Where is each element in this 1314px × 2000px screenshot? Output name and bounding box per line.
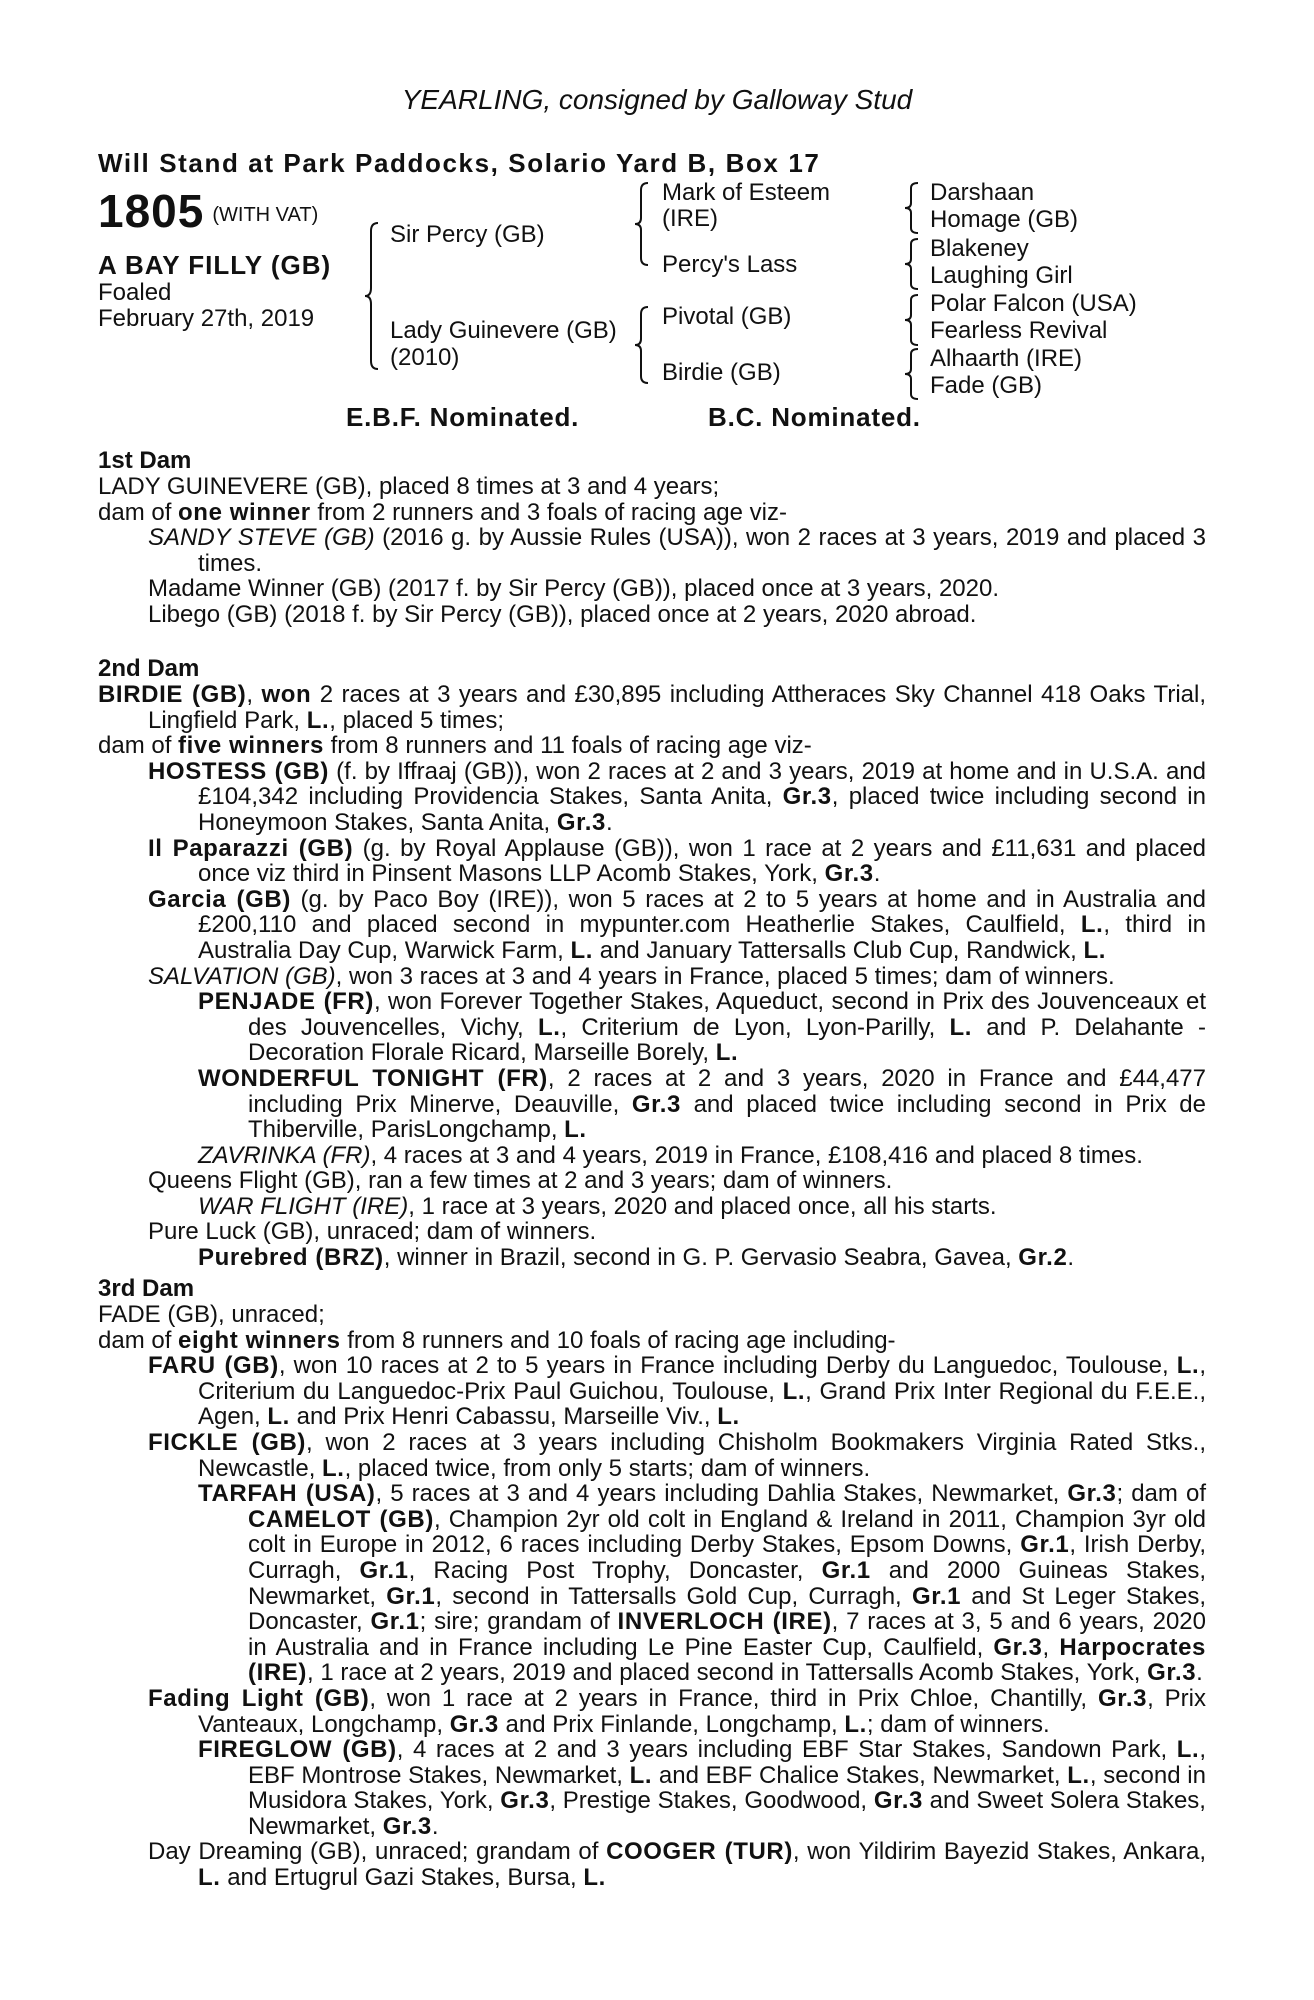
- pedigree-sdd: Laughing Girl: [930, 262, 1073, 289]
- horse-title: A BAY FILLY (GB): [98, 250, 332, 280]
- bold-text: Garcia (GB): [148, 885, 291, 913]
- pedigree-entry: [198, 1245, 1206, 1271]
- bold-text: L.: [844, 1710, 867, 1738]
- entry-text: from 2 runners and 3 foals of racing age viz-: [310, 498, 787, 526]
- entry-text: .: [606, 808, 613, 836]
- bold-text: Gr.3: [1147, 1659, 1197, 1687]
- bold-text: Il Paparazzi (GB): [148, 834, 354, 862]
- pedigree-entry: [148, 1168, 1206, 1194]
- pedigree-entry: [148, 836, 1206, 887]
- entry-text: , won 2 races at 3 years including Chisholm Bookmakers Virginia Rated Stks., Newcastle,: [198, 1428, 1206, 1482]
- bold-text: five winners: [178, 732, 324, 760]
- entry-text: dam of: [98, 498, 179, 526]
- bold-text: L.: [1083, 936, 1107, 964]
- bold-text: PENJADE (FR): [198, 988, 374, 1016]
- bold-text: Gr.3: [873, 1787, 923, 1815]
- entry-text: , 5 races at 3 and 4 years including Dahlia Stakes, Newmarket,: [375, 1480, 1068, 1508]
- foaled-label: Foaled: [98, 279, 172, 306]
- bold-text: TARFAH (USA): [198, 1480, 376, 1508]
- pedigree-entry: [148, 964, 1206, 990]
- entry-text: (f. by Iffraaj (GB)), won 2 races at 2 and 3 years, 2019 at home and in U.S.A. and £104,342 including Providencia Stakes, Santa Anita,: [198, 757, 1206, 811]
- bold-text: won: [261, 681, 312, 708]
- pedigree-entry: [198, 989, 1206, 1066]
- entry-text: .: [431, 1812, 439, 1840]
- bold-text: L.: [564, 1116, 587, 1144]
- foaled-date: February 27th, 2019: [98, 305, 315, 332]
- bold-text: INVERLOCH (IRE): [617, 1608, 832, 1636]
- entry-text: and placed twice including second in Prix de Thiberville, ParisLongchamp,: [248, 1090, 1206, 1144]
- entry-text: and January Tattersalls Club Cup, Randwick,: [593, 936, 1084, 964]
- entry-text: dam of: [98, 1326, 179, 1354]
- entry-text: , Criterium du Languedoc-Prix Paul Guichou, Toulouse,: [198, 1352, 1206, 1405]
- entry-text: Pure Luck (GB), unraced; dam of winners.: [148, 1218, 597, 1246]
- pedigree-entry: [148, 1219, 1206, 1245]
- bold-text: WONDERFUL TONIGHT (FR): [198, 1064, 548, 1092]
- italic-text: WAR FLIGHT (IRE): [198, 1192, 409, 1220]
- pedigree-entry: [198, 1737, 1206, 1839]
- entry-text: , won 1 race at 2 years in France, third in Prix Chloe, Chantilly,: [369, 1684, 1098, 1712]
- entry-text: (g. by Royal Applause (GB)), won 1 race at 2 years and £11,631 and placed once viz third in Pinsent Masons LLP Acomb Stakes, York,: [198, 834, 1207, 888]
- pedigree-dsd: Fearless Revival: [930, 317, 1108, 344]
- bold-text: Gr.3: [1067, 1480, 1117, 1508]
- bold-text: L.: [1080, 911, 1104, 939]
- entry-text: LADY GUINEVERE (GB), placed 8 times at 3 and 4 years;: [98, 473, 720, 500]
- bold-text: L.: [949, 1013, 973, 1041]
- pedigree-brace-main: [364, 222, 384, 370]
- entry-text: , 4 races at 3 and 4 years, 2019 in France, £108,416 and placed 8 times.: [370, 1141, 1143, 1169]
- italic-text: SALVATION (GB): [148, 962, 336, 990]
- vat-note: (WITH VAT): [212, 204, 319, 226]
- pedigree-entry: [198, 1194, 1206, 1220]
- bold-text: HOSTESS (GB): [148, 757, 330, 785]
- entry-text: ; dam of winners.: [866, 1710, 1050, 1738]
- pedigree-entry: [98, 474, 1206, 500]
- entry-text: Queens Flight (GB), ran a few times at 2 and 3 years; dam of winners.: [148, 1167, 893, 1195]
- pedigree-brace-ds: [904, 294, 924, 346]
- bold-text: eight winners: [178, 1326, 341, 1354]
- bold-text: L.: [717, 1403, 740, 1431]
- entry-text: ; sire; grandam of: [419, 1608, 618, 1636]
- entry-text: , won 3 races at 3 and 4 years in France, placed 5 times; dam of winners.: [335, 962, 1115, 990]
- pedigree-dss: Polar Falcon (USA): [930, 290, 1137, 317]
- pedigree-entry: [148, 602, 1206, 628]
- entry-text: dam of: [98, 732, 179, 760]
- bold-text: Gr.1: [911, 1582, 962, 1610]
- bold-text: Gr.3: [449, 1710, 499, 1738]
- entry-text: from 8 runners and 11 foals of racing age viz-: [323, 732, 812, 760]
- entry-text: , 1 race at 3 years, 2020 and placed once, all his starts.: [408, 1192, 997, 1220]
- pedigree-entry: [98, 682, 1206, 733]
- entry-text: Madame Winner (GB) (2017 f. by Sir Percy (GB)), placed once at 3 years, 2020.: [148, 575, 1000, 603]
- pedigree-entry: [98, 1328, 1206, 1354]
- pedigree-entry: [148, 1430, 1206, 1481]
- bold-text: one winner: [178, 498, 311, 526]
- entry-text: and 2000 Guineas Stakes, Newmarket,: [248, 1556, 1206, 1610]
- second-dam-section: [98, 656, 1206, 1271]
- pedigree-sire: Sir Percy (GB): [390, 221, 545, 248]
- bold-text: L.: [537, 1013, 561, 1041]
- pedigree-sires-dam: Percy's Lass: [662, 251, 798, 278]
- pedigree-dam: Lady Guinevere (GB): [390, 317, 617, 344]
- pedigree-sss: Darshaan: [930, 179, 1035, 206]
- bold-text: Gr.3: [500, 1787, 550, 1815]
- bold-text: Gr.1: [821, 1556, 871, 1584]
- bold-text: L.: [1176, 1736, 1200, 1764]
- entry-text: , third in Australia Day Cup, Warwick Farm,: [198, 911, 1206, 964]
- bold-text: Gr.1: [386, 1582, 436, 1610]
- entry-text: , second in Tattersalls Gold Cup, Curragh,: [435, 1582, 912, 1610]
- pedigree-entry: [148, 1353, 1206, 1430]
- entry-text: , second in Musidora Stakes, York,: [248, 1761, 1206, 1815]
- pedigree-dams-sire: Pivotal (GB): [662, 303, 792, 330]
- entry-text: and EBF Chalice Stakes, Newmarket,: [652, 1761, 1068, 1789]
- ebf-nomination: E.B.F. Nominated.: [346, 402, 580, 432]
- entry-text: , 7 races at 3, 5 and 6 years, 2020 in Australia and in France including Le Pine Easter Cup, Caulfield,: [248, 1608, 1206, 1661]
- bold-text: Gr.3: [556, 808, 606, 836]
- bold-text: Gr.1: [359, 1556, 409, 1584]
- bold-text: Gr.3: [824, 860, 874, 888]
- entry-text: Day Dreaming (GB), unraced; grandam of: [148, 1838, 607, 1866]
- bold-text: L.: [306, 706, 330, 734]
- entry-text: , placed 5 times;: [329, 706, 505, 734]
- bold-text: L.: [322, 1454, 345, 1482]
- bold-text: Fading Light (GB): [148, 1684, 370, 1712]
- pedigree-sds: Blakeney: [930, 235, 1029, 262]
- second-dam-entries: [98, 682, 1206, 1271]
- entry-text: , placed twice including second in Honeymoon Stakes, Santa Anita,: [198, 783, 1206, 836]
- pedigree-entry: [148, 759, 1206, 836]
- bold-text: Harpocrates (IRE): [248, 1633, 1206, 1687]
- pedigree-entry: [98, 733, 1206, 759]
- entry-text: .: [1196, 1659, 1203, 1687]
- bold-text: Gr.1: [370, 1608, 420, 1636]
- entry-text: , 4 races at 2 and 3 years including EBF Star Stakes, Sandown Park,: [396, 1736, 1177, 1764]
- entry-text: , Irish Derby, Curragh,: [248, 1531, 1206, 1584]
- entry-text: , won Forever Together Stakes, Aqueduct, second in Prix des Jouvenceaux et des Jouvencelles, Vichy,: [248, 988, 1206, 1041]
- third-dam-title: 3rd Dam: [98, 1275, 195, 1302]
- entry-text: .: [873, 860, 881, 888]
- first-dam-entries: [98, 474, 1206, 628]
- pedigree-sires-sire-country: (IRE): [662, 205, 718, 232]
- entry-text: from 8 runners and 10 foals of racing age including-: [340, 1326, 896, 1354]
- pedigree-brace-sd: [904, 238, 924, 290]
- entry-text: , EBF Montrose Stakes, Newmarket,: [248, 1736, 1206, 1789]
- bold-text: CAMELOT (GB): [248, 1505, 434, 1533]
- bold-text: FIREGLOW (GB): [198, 1736, 397, 1764]
- entry-text: , won 10 races at 2 to 5 years in France including Derby du Languedoc, Toulouse,: [278, 1352, 1177, 1380]
- stabling-location: Will Stand at Park Paddocks, Solario Yard B, Box 17: [98, 148, 821, 178]
- italic-text: SANDY STEVE (GB): [148, 524, 375, 552]
- bold-text: L.: [1176, 1352, 1200, 1380]
- entry-text: (g. by Paco Boy (IRE)), won 5 races at 2 to 5 years at home and in Australia and £200,110 and placed second in mypunter.com Heatherlie Stakes, Caulfield,: [198, 885, 1206, 939]
- bold-text: L.: [715, 1039, 739, 1067]
- pedigree-brace-dam: [634, 306, 654, 384]
- bold-text: FARU (GB): [148, 1352, 279, 1380]
- entry-text: , 2 races at 2 and 3 years, 2020 in France and £44,477 including Prix Minerve, Deauville,: [248, 1064, 1206, 1118]
- pedigree-sires-sire: Mark of Esteem: [662, 179, 831, 206]
- pedigree-entry: [198, 1481, 1206, 1686]
- bold-text: L.: [570, 936, 594, 964]
- entry-text: and St Leger Stakes, Doncaster,: [248, 1582, 1207, 1636]
- entry-text: .: [1067, 1244, 1075, 1272]
- pedigree-entry: [148, 887, 1206, 964]
- bold-text: Gr.3: [782, 783, 832, 811]
- entry-text: , won Yildirim Bayezid Stakes, Ankara,: [792, 1838, 1207, 1866]
- pedigree-brace-ss: [904, 182, 924, 234]
- bold-text: Gr.3: [382, 1812, 432, 1840]
- bold-text: FICKLE (GB): [148, 1428, 307, 1456]
- pedigree-entry: [148, 1686, 1206, 1737]
- entry-text: , placed twice, from only 5 starts; dam of winners.: [344, 1454, 871, 1482]
- bold-text: L.: [782, 1377, 806, 1405]
- pedigree-entry: [148, 1839, 1206, 1890]
- entry-text: , Prestige Stakes, Goodwood,: [549, 1787, 874, 1815]
- bold-text: L.: [629, 1761, 653, 1789]
- second-dam-title: 2nd Dam: [98, 655, 200, 682]
- first-dam-section: [98, 448, 1206, 628]
- bold-text: BIRDIE (GB): [98, 681, 247, 708]
- pedigree-dams-dam: Birdie (GB): [662, 359, 781, 386]
- bc-nomination: B.C. Nominated.: [708, 402, 921, 432]
- bold-text: Gr.3: [631, 1090, 681, 1118]
- pedigree-entry: [198, 1143, 1206, 1169]
- pedigree-ddd: Fade (GB): [930, 372, 1043, 399]
- entry-text: , Criterium de Lyon, Lyon-Parilly,: [560, 1013, 950, 1041]
- pedigree-brace-dd: [904, 348, 924, 400]
- entry-text: ,: [246, 681, 262, 708]
- lot-line: [98, 186, 318, 236]
- third-dam-section: [98, 1276, 1206, 1891]
- bold-text: Gr.3: [1097, 1684, 1148, 1712]
- entry-text: , Grand Prix Inter Regional du F.E.E., Agen,: [198, 1377, 1206, 1431]
- pedigree-entry: [148, 576, 1206, 602]
- third-dam-entries: [98, 1302, 1206, 1891]
- entry-text: and Prix Finlande, Longchamp,: [498, 1710, 845, 1738]
- entry-text: and Sweet Solera Stakes, Newmarket,: [248, 1787, 1206, 1840]
- consignment-heading: YEARLING, consigned by Galloway Stud: [401, 84, 913, 115]
- bold-text: L.: [583, 1864, 606, 1892]
- entry-text: and Prix Henri Cabassu, Marseille Viv.,: [289, 1403, 718, 1431]
- first-dam-title: 1st Dam: [98, 447, 192, 474]
- bold-text: Gr.3: [993, 1633, 1043, 1661]
- entry-text: Libego (GB) (2018 f. by Sir Percy (GB)), placed once at 2 years, 2020 abroad.: [148, 600, 977, 628]
- bold-text: L.: [267, 1403, 290, 1431]
- pedigree-entry: [198, 1066, 1206, 1143]
- pedigree-entry: [98, 500, 1206, 526]
- pedigree-dam-year: (2010): [390, 344, 460, 371]
- entry-text: FADE (GB), unraced;: [98, 1301, 325, 1328]
- pedigree-brace-sire: [634, 182, 654, 266]
- pedigree-ssd: Homage (GB): [930, 206, 1079, 233]
- entry-text: ; dam of: [1116, 1480, 1206, 1508]
- entry-text: , winner in Brazil, second in G. P. Gervasio Seabra, Gavea,: [383, 1244, 1019, 1272]
- bold-text: Gr.2: [1018, 1244, 1068, 1272]
- pedigree-entry: [98, 1302, 1206, 1328]
- entry-text: ,: [1042, 1633, 1060, 1661]
- entry-text: (2016 g. by Aussie Rules (USA)), won 2 races at 3 years, 2019 and placed 3 times.: [198, 524, 1206, 577]
- bold-text: L.: [198, 1864, 221, 1892]
- bold-text: COOGER (TUR): [606, 1838, 793, 1866]
- entry-text: and P. Delahante - Decoration Florale Ricard, Marseille Borely,: [248, 1013, 1206, 1067]
- bold-text: Purebred (BRZ): [198, 1244, 384, 1272]
- entry-text: and Ertugrul Gazi Stakes, Bursa,: [220, 1864, 584, 1892]
- entry-text: , Champion 2yr old colt in England & Ireland in 2011, Champion 3yr old colt in Europe in 2012, 6 races including Derby Stakes, Epsom Downs,: [248, 1505, 1206, 1559]
- lot-number: 1805: [98, 185, 205, 237]
- pedigree-dds: Alhaarth (IRE): [930, 345, 1083, 372]
- bold-text: L.: [1067, 1761, 1090, 1789]
- pedigree-entry: [148, 525, 1206, 576]
- bold-text: Gr.1: [1020, 1531, 1070, 1559]
- entry-text: , 1 race at 2 years, 2019 and placed second in Tattersalls Acomb Stakes, York,: [307, 1659, 1148, 1687]
- italic-text: ZAVRINKA (FR): [198, 1141, 371, 1169]
- entry-text: , Racing Post Trophy, Doncaster,: [408, 1556, 822, 1584]
- entry-text: , Prix Vanteaux, Longchamp,: [198, 1684, 1206, 1738]
- entry-text: 2 races at 3 years and £30,895 including Attheraces Sky Channel 418 Oaks Trial, Lingfield Park,: [148, 681, 1206, 734]
